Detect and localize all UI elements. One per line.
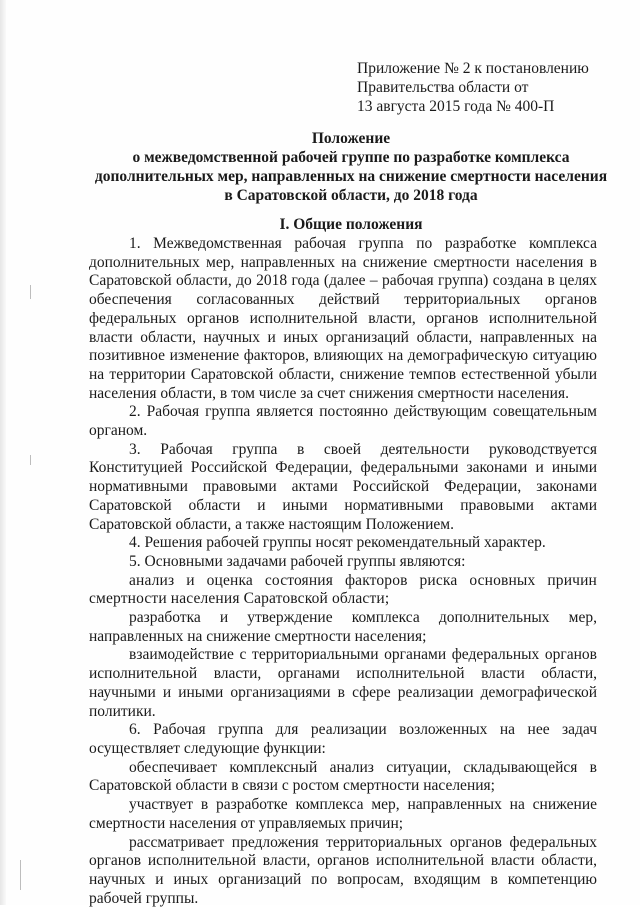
paragraph: 4. Решения рабочей группы носят рекомендательный характер. [89, 534, 597, 553]
paragraph: разработка и утверждение комплекса дополнительных мер, направленных на снижение смертности населения; [89, 609, 597, 646]
document-title [88, 129, 614, 205]
paragraph: 3. Рабочая группа в своей деятельности руководствуется Конституцией Российской Федерации, федеральными законами и иными нормативными правовыми актами Российской Федерации, законами Саратовской области и иными нормативными правовыми актами Саратовской области, а также настоящим Положением. [89, 441, 597, 535]
document-title-line: в Саратовской области, до 2018 года [88, 186, 614, 205]
document-title-line: дополнительных мер, направленных на снижение смертности населения [88, 167, 614, 186]
paragraph: обеспечивает комплексный анализ ситуации, складывающейся в Саратовской области в связи с ростом смертности населения; [89, 759, 597, 796]
paragraph: анализ и оценка состояния факторов риска основных причин смертности населения Саратовской области; [89, 572, 597, 609]
appendix-header [357, 59, 627, 116]
appendix-header-line: Приложение № 2 к постановлению [357, 59, 627, 78]
paragraph: 6. Рабочая группа для реализации возложенных на нее задач осуществляет следующие функции: [89, 721, 597, 758]
section-body [89, 235, 597, 908]
scan-edge-shadow [0, 0, 6, 905]
paragraph: 1. Межведомственная рабочая группа по разработке комплекса дополнительных мер, направленных на снижение смертности населения в Саратовской области, до 2018 года (далее – рабочая группа) создана в целях обеспечения согласованных действий территориальных органов федеральных органов исполнительной власти, органов исполнительной власти области, научных и иных организаций области, направленных на позитивное изменение факторов, влияющих на демографическую ситуацию на территории Саратовской области, снижение темпов естественной убыли населения области, в том числе за счет снижения смертности населения. [89, 235, 597, 403]
paragraph: 5. Основными задачами рабочей группы являются: [89, 553, 597, 572]
paragraph: участвует в разработке комплекса мер, направленных на снижение смертности населения от управляемых причин; [89, 796, 597, 833]
scan-margin-mark [20, 860, 21, 890]
scan-margin-mark [30, 455, 31, 465]
document-title-line: Положение [88, 129, 614, 148]
document-title-line: о межведомственной рабочей группе по разработке комплекса [88, 148, 614, 167]
section-heading: I. Общие положения [88, 215, 614, 234]
scan-margin-mark [30, 285, 31, 299]
appendix-header-line: 13 августа 2015 года № 400-П [357, 97, 627, 116]
paragraph: 2. Рабочая группа является постоянно действующим совещательным органом. [89, 403, 597, 440]
paragraph: взаимодействие с территориальными органами федеральных органов исполнительной власти, органами исполнительной власти области, научными и иными организациями в сфере реализации демографической политики. [89, 646, 597, 721]
paragraph: рассматривает предложения территориальных органов федеральных органов исполнительной власти, органов исполнительной власти области, научных и иных организаций по вопросам, входящим в компетенцию рабочей группы. [89, 834, 597, 908]
appendix-header-line: Правительства области от [357, 78, 627, 97]
